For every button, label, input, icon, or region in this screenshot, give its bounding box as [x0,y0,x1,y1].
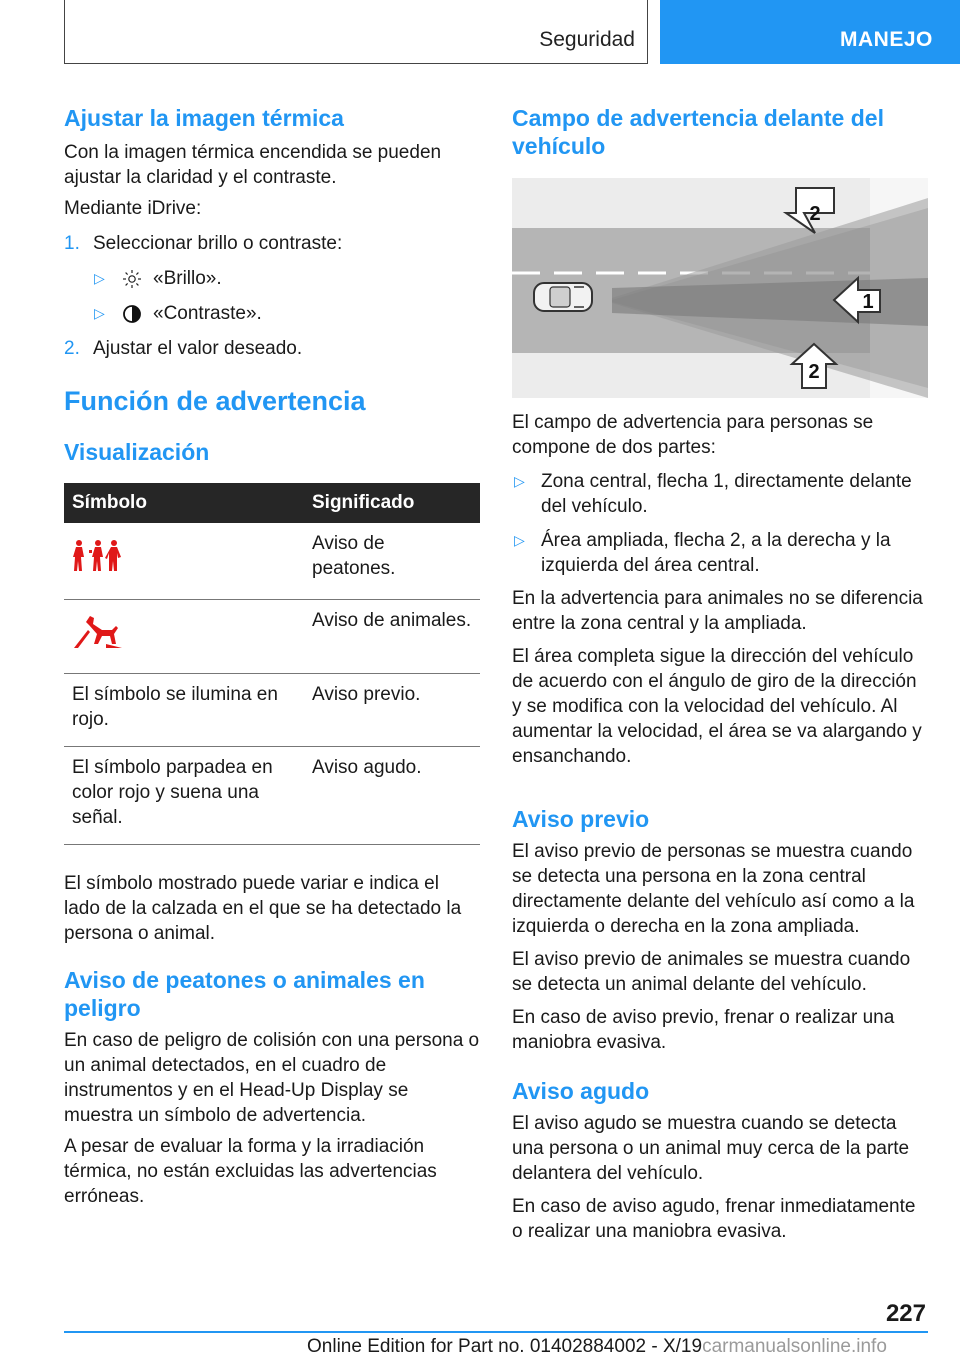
symbol-cell [64,523,304,599]
display-subheading: Visualización [64,439,210,465]
watermark-text: carmanualsonline.info [702,1336,887,1357]
pre-warning-paragraph-1: El aviso previo de personas se muestra cuando se detecta una persona en la zona central directamente delante del vehículo así como a la izquierda o derecha en la zona ampliada. [512,841,915,937]
sub-item-label: «Brillo». [153,268,222,289]
step-number: 2. [64,338,80,359]
triangle-bullet-icon: ▷ [514,532,525,548]
acute-warning-paragraph-1: El aviso agudo se muestra cuando se detecta una persona o un animal muy cerca de la parte delantera del vehículo. [512,1113,910,1184]
contrast-icon [122,304,142,324]
step-2 [64,336,480,361]
sub-item-label: «Contraste». [153,303,262,324]
pre-warning-paragraph-3: En caso de aviso previo, frenar o realizar una maniobra evasiva. [512,1007,895,1053]
edition-text: Online Edition for Part no. 01402884002 - X/19 [307,1336,703,1357]
section-title: Seguridad [539,28,635,51]
sub-item-contrast [64,301,480,326]
idrive-paragraph: Mediante iDrive: [64,198,202,219]
meaning-cell: Aviso de peatones. [304,523,480,599]
danger-paragraph-1: En caso de peligro de colisión con una persona o un animal detectados, en el cuadro de instrumentos y en el Head-Up Display se muestra un símbolo de advertencia. [64,1029,480,1126]
step-1 [64,231,480,256]
svg-text:1: 1 [862,291,874,313]
thermal-paragraph: Con la imagen térmica encendida se pueden ajustar la claridad y el contraste. [64,142,442,188]
table-row [64,673,480,746]
footer-divider [64,1331,928,1333]
meaning-cell: Aviso agudo. [304,746,480,844]
list-item-text: Zona central, flecha 1, directamente delante del vehículo. [541,471,912,517]
list-item [512,469,928,519]
field-paragraph-1: El campo de advertencia para personas se compone de dos partes: [512,412,874,458]
page-number: 227 [885,1300,926,1327]
triangle-bullet-icon: ▷ [94,270,105,286]
brightness-icon [122,269,142,289]
chapter-tab-label: MANEJO [840,28,933,51]
symbol-cell [64,599,304,673]
meaning-cell: Aviso de animales. [304,599,480,673]
table-row [64,599,480,673]
sub-item-brightness [64,266,480,291]
table-row [64,523,480,599]
header-box [64,0,648,64]
list-item-text: Área ampliada, flecha 2, a la derecha y la izquierda del área central. [541,530,891,576]
table-row [64,746,480,844]
column-header-symbol: Símbolo [64,483,304,523]
step-number: 1. [64,233,80,254]
symbol-note-paragraph: El símbolo mostrado puede variar e indica el lado de la calzada en el que se ha detectado la persona o animal. [64,872,462,944]
symbol-cell: El símbolo parpadea en color rojo y suena una señal. [64,746,304,844]
danger-paragraph-2: A pesar de evaluar la forma y la irradiación térmica, no están excluidas las advertencias erróneas. [64,1135,437,1207]
meaning-cell: Aviso previo. [304,673,480,746]
pedestrian-warning-icon [72,539,124,573]
column-header-meaning: Significado [304,483,480,523]
warning-field-diagram [512,178,928,398]
triangle-bullet-icon: ▷ [514,473,525,489]
warning-heading: Función de advertencia [64,386,366,416]
svg-text:2: 2 [808,361,820,383]
acute-warning-paragraph-2: En caso de aviso agudo, frenar inmediatamente o realizar una maniobra evasiva. [512,1196,916,1242]
pre-warning-paragraph-2: El aviso previo de animales se muestra cuando se detecta un animal delante del vehículo. [512,949,911,995]
animal-warning-icon [72,614,124,650]
pre-warning-heading: Aviso previo [512,806,650,832]
symbol-cell: El símbolo se ilumina en rojo. [64,673,304,746]
step-text: Ajustar el valor deseado. [93,338,303,359]
list-item [512,528,928,578]
triangle-bullet-icon: ▷ [94,305,105,321]
field-paragraph-3: El área completa sigue la dirección del vehículo de acuerdo con el ángulo de giro de la dirección y se modifica con la velocidad del vehículo. Al aumentar la velocidad, el área se va alargando y ensanchando. [512,646,922,767]
right-column [512,100,928,1244]
symbol-table [64,483,480,845]
field-paragraph-2: En la advertencia para animales no se diferencia entre la zona central y la ampliada. [512,588,923,634]
field-heading: Campo de advertencia delante del vehículo [512,105,884,159]
chapter-tab[interactable] [660,0,960,64]
danger-heading: Aviso de peatones o animales en peligro [64,966,425,1021]
table-header-row [64,483,480,523]
acute-warning-heading: Aviso agudo [512,1078,650,1104]
left-column [64,100,480,1209]
step-text: Seleccionar brillo o contraste: [93,233,343,254]
thermal-heading: Ajustar la imagen térmica [64,105,344,131]
edition-line [307,1336,887,1358]
svg-text:2: 2 [809,203,821,225]
